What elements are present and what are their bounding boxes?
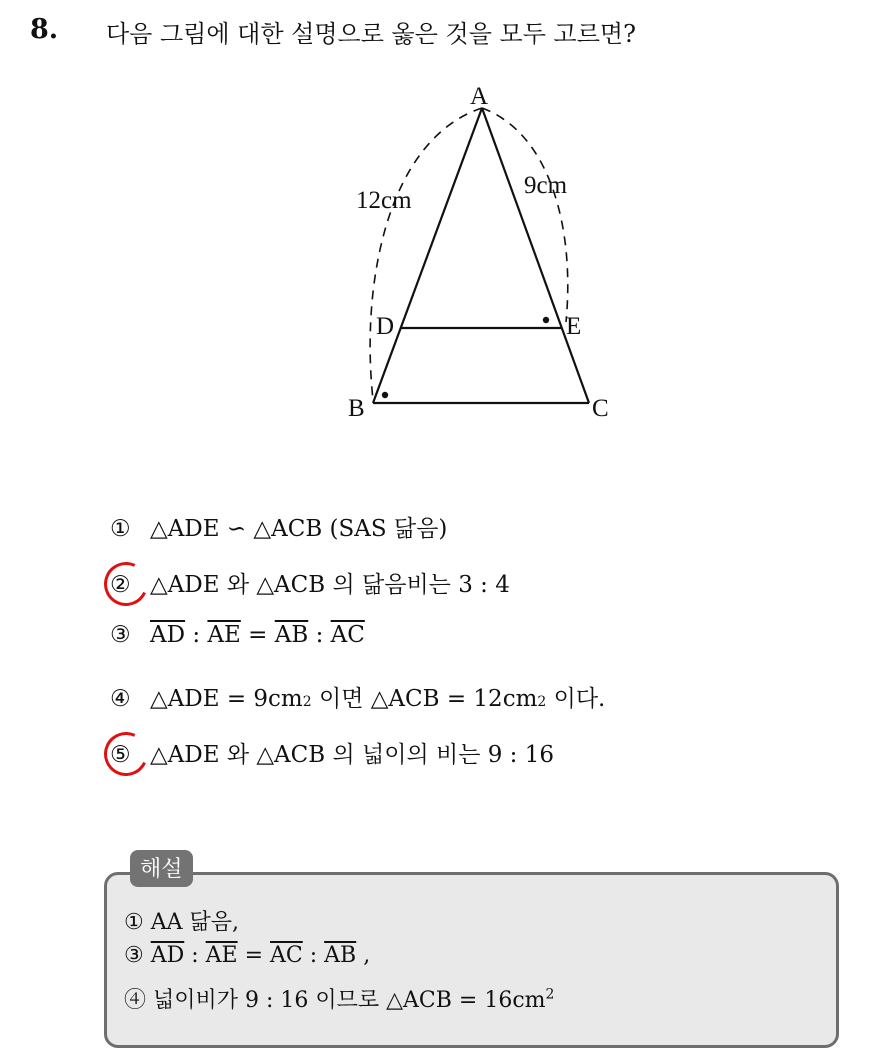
- angle-mark-b: [382, 392, 388, 398]
- choice-text-part: 이다.: [546, 686, 606, 712]
- angle-mark-e: [543, 317, 549, 323]
- choice-number: ①: [110, 516, 131, 542]
- choice-4[interactable]: [110, 680, 605, 713]
- choice-text-part: △ADE = 9cm: [150, 686, 303, 712]
- segment-ae: $\overline{AE}$: [207, 622, 241, 648]
- choice-text: △ADE 와 △ACB 의 닮음비는 3 : 4: [150, 572, 510, 598]
- solution-number: ③: [124, 943, 151, 968]
- question-text: 다음 그림에 대한 설명으로 옳은 것을 모두 고르면?: [106, 20, 636, 48]
- label-b: B: [348, 395, 365, 422]
- solution-tag: 해설: [130, 850, 193, 887]
- separator: ,: [356, 943, 371, 968]
- choice-3[interactable]: [110, 622, 365, 648]
- choice-number: ④: [110, 686, 131, 712]
- segment-ac: $\overline{AC}$: [270, 943, 303, 968]
- separator: =: [240, 622, 275, 648]
- choice-number: ⑤: [110, 742, 131, 768]
- segment-ad: $\overline{AD}$: [150, 943, 185, 968]
- superscript: 2: [537, 694, 547, 710]
- choice-text: △ADE ∽ △ACB (SAS 닮음): [150, 516, 448, 542]
- separator: :: [184, 943, 206, 968]
- segment-ab: $\overline{AB}$: [274, 622, 309, 648]
- label-c: C: [592, 395, 609, 422]
- choice-5[interactable]: [110, 736, 554, 769]
- triangle-figure: [330, 78, 630, 438]
- choice-number: ③: [110, 622, 131, 648]
- label-a: A: [470, 83, 489, 110]
- separator: :: [185, 622, 208, 648]
- separator: :: [302, 943, 325, 968]
- solution-line-1: ① AA 닮음,: [124, 910, 239, 935]
- segment-ac: $\overline{AC}$: [330, 622, 365, 648]
- solution-line-3: [124, 983, 554, 1014]
- solution-line-2: [124, 943, 370, 968]
- label-d: D: [376, 313, 395, 340]
- segment-ab: $\overline{AB}$: [324, 943, 357, 968]
- length-ae: 9cm: [524, 172, 568, 199]
- dashed-arc-ae: [482, 108, 568, 322]
- length-ab: 12cm: [356, 187, 412, 214]
- separator: =: [237, 943, 271, 968]
- choice-number: ②: [110, 572, 131, 598]
- solution-text: ④ 넓이비가 9 : 16 이므로 △ACB = 16cm: [124, 988, 546, 1013]
- side-ab: [373, 108, 482, 403]
- separator: :: [308, 622, 331, 648]
- superscript: 2: [302, 694, 312, 710]
- label-e: E: [566, 313, 582, 340]
- choice-1[interactable]: [110, 510, 447, 543]
- choice-2[interactable]: [110, 566, 510, 599]
- segment-ad: $\overline{AD}$: [150, 622, 186, 648]
- choice-text: △ADE 와 △ACB 의 넓이의 비는 9 : 16: [150, 742, 554, 768]
- superscript: 2: [545, 986, 555, 1003]
- question-number: 8.: [30, 14, 59, 45]
- segment-ae: $\overline{AE}$: [205, 943, 238, 968]
- choice-text-part: 이면 △ACB = 12cm: [311, 686, 538, 712]
